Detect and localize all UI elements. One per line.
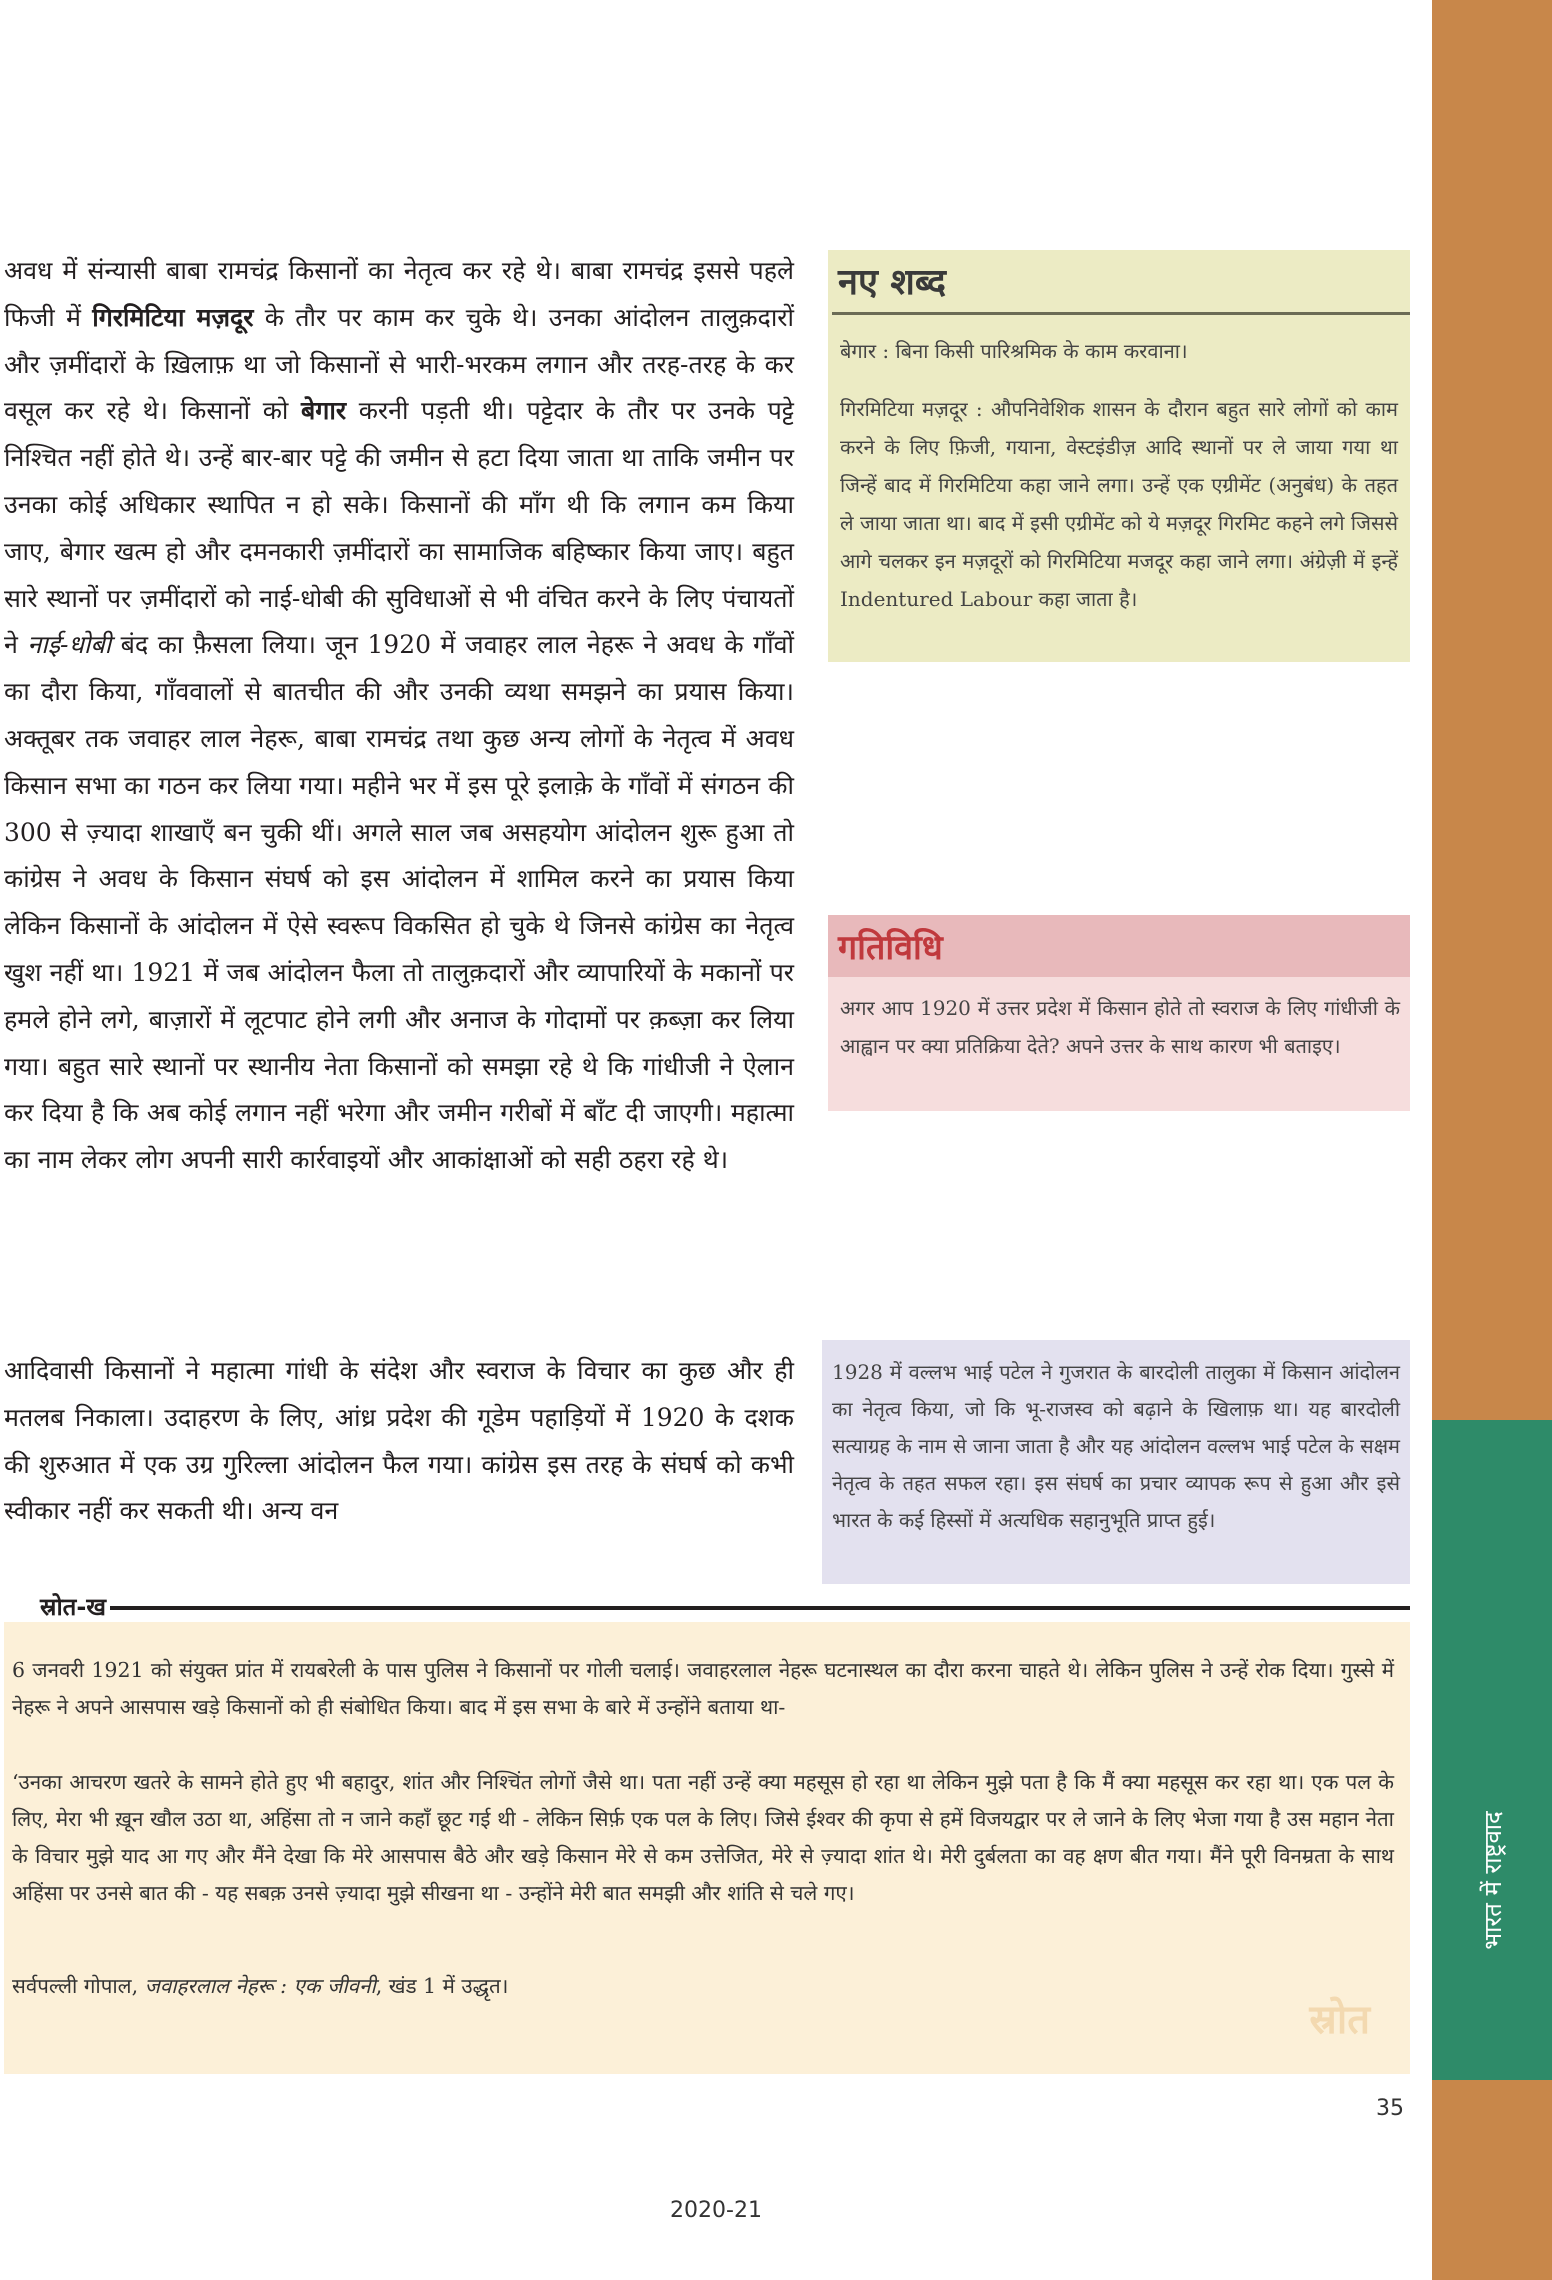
paragraph-text: आदिवासी किसानों ने महात्मा गांधी के संदेश और स्वराज के विचार का कुछ और ही मतलब निकाला। उदाहरण के लिए, आंध्र प्रदेश की गूडेम पहाड़ियों में 1920 के दशक की शुरुआत में एक उग्र गुरिल्ला आंदोलन फैल गया। कांग्रेस इस तरह के संघर्ष को कभी स्वीकार नहीं कर सकती थी। अन्य वन bbox=[4, 1356, 794, 1526]
source-rule bbox=[110, 1606, 1410, 1610]
paragraph-text: करनी पड़ती थी। पट्टेदार के तौर पर उनके पट्टे निश्चित नहीं होते थे। उन्हें बार-बार पट्टे की जमीन से हटा दिया जाता था ताकि जमीन पर उनका कोई अधिकार स्थापित न हो सके। किसानों की माँग थी कि लगान कम किया जाए, बेगार खत्म हो और दमनकारी ज़मींदारों का सामाजिक बहिष्कार किया जाए। बहुत सारे स्थानों पर ज़मींदारों को नाई-धोबी की सुविधाओं से भी वंचित करने के लिए पंचायतों ने bbox=[4, 396, 794, 660]
new-word-entry: बेगार : बिना किसी पारिश्रमिक के काम करवाना। bbox=[840, 339, 1188, 363]
new-words-divider bbox=[832, 312, 1410, 315]
activity-box bbox=[828, 915, 1410, 1111]
paragraph-text: के तौर पर काम कर चुके थे। उनका आंदोलन तालुक़दारों और ज़मींदारों के ख़िलाफ़ था जो किसानों से भारी-भरकम लगान और तरह-तरह के कर वसूल कर रहे थे। किसानों को bbox=[4, 302, 794, 426]
source-stamp: स्रोत bbox=[1309, 1997, 1370, 2043]
page-number: 35 bbox=[1376, 2096, 1404, 2121]
new-words-title: नए शब्द bbox=[838, 262, 947, 303]
source-intro: 6 जनवरी 1921 को संयुक्त प्रांत में रायबरेली के पास पुलिस ने किसानों पर गोली चलाई। जवाहरलाल नेहरू घटनास्थल का दौरा करना चाहते थे। लेकिन पुलिस ने उन्हें रोक दिया। गुस्से में नेहरू ने अपने आसपास खड़े किसानों को ही संबोधित किया। बाद में इस सभा के बारे में उन्होंने बताया था- bbox=[12, 1658, 1394, 1719]
key-term: बेगार bbox=[301, 396, 347, 426]
body-paragraph bbox=[4, 1348, 794, 1535]
paragraph-text: अवध में संन्यासी बाबा रामचंद्र किसानों का नेतृत्व कर रहे थे। बाबा रामचंद्र इससे पहले फिजी में bbox=[4, 256, 794, 332]
margin-strip-bottom bbox=[1432, 2080, 1552, 2280]
activity-title: गतिविधि bbox=[838, 928, 943, 968]
citation-title: जवाहरलाल नेहरू : एक जीवनी bbox=[144, 1974, 376, 1998]
side-note-text: 1928 में वल्लभ भाई पटेल ने गुजरात के बारदोली तालुका में किसान आंदोलन का नेतृत्व किया, जो कि भू-राजस्व को बढ़ाने के खिलाफ़ था। यह बारदोली सत्याग्रह के नाम से जाना जाता है और यह आंदोलन वल्लभ भाई पटेल के सक्षम नेतृत्व के तहत सफल रहा। इस संघर्ष का प्रचार व्यापक रूप से हुआ और इसे भारत के कई हिस्सों में अत्यधिक सहानुभूति प्राप्त हुई। bbox=[832, 1360, 1400, 1532]
edition-year: 2020-21 bbox=[670, 2198, 762, 2223]
activity-header bbox=[828, 915, 1410, 977]
chapter-side-tab bbox=[1432, 1700, 1552, 2060]
side-note-box bbox=[822, 1340, 1410, 1584]
citation-rest: , खंड 1 में उद्धृत। bbox=[375, 1974, 509, 1998]
citation-author: सर्वपल्ली गोपाल, bbox=[12, 1974, 145, 1998]
source-citation bbox=[12, 1968, 1394, 2005]
body-paragraph bbox=[4, 248, 794, 1184]
source-label: स्रोत-ख bbox=[40, 1593, 106, 1621]
paragraph-text: बंद का फ़ैसला लिया। जून 1920 में जवाहर लाल नेहरू ने अवध के गाँवों का दौरा किया, गाँववालों से बातचीत की और उनकी व्यथा समझने का प्रयास किया। अक्तूबर तक जवाहर लाल नेहरू, बाबा रामचंद्र तथा कुछ अन्य लोगों के नेतृत्व में अवध किसान सभा का गठन कर लिया गया। महीने भर में इस पूरे इलाक़े के गाँवों में संगठन की 300 से ज़्यादा शाखाएँ बन चुकी थीं। अगले साल जब असहयोग आंदोलन शुरू हुआ तो कांग्रेस ने अवध के किसान संघर्ष को इस आंदोलन में शामिल करने का प्रयास किया लेकिन किसानों के आंदोलन में ऐसे स्वरूप विकसित हो चुके थे जिनसे कांग्रेस का नेतृत्व खुश नहीं था। 1921 में जब आंदोलन फैला तो तालुक़दारों और व्यापारियों के मकानों पर हमले होने लगे, बाज़ारों में लूटपाट होने लगी और अनाज के गोदामों पर क़ब्ज़ा कर लिया गया। बहुत सारे स्थानों पर स्थानीय नेता किसानों को समझा रहे थे कि गांधीजी ने ऐलान कर दिया है कि अब कोई लगान नहीं भरेगा और जमीन गरीबों में बाँट दी जाएगी। महात्मा का नाम लेकर लोग अपनी सारी कार्रवाइयों और आकांक्षाओं को सही ठहरा रहे थे। bbox=[4, 630, 794, 1175]
chapter-side-tab-label: भारत में राष्ट्रवाद bbox=[1478, 1810, 1507, 1950]
new-words-box bbox=[828, 250, 1410, 662]
source-box bbox=[4, 1622, 1410, 2074]
margin-strip-top bbox=[1432, 0, 1552, 1420]
activity-question: अगर आप 1920 में उत्तर प्रदेश में किसान होते तो स्वराज के लिए गांधीजी के आह्वान पर क्या प्रतिक्रिया देते? अपने उत्तर के साथ कारण भी बताइए। bbox=[840, 996, 1400, 1058]
emphasis-text: नाई-धोबी bbox=[27, 630, 112, 660]
source-quote: ‘उनका आचरण खतरे के सामने होते हुए भी बहादुर, शांत और निश्चिंत लोगों जैसे था। पता नहीं उन्हें क्या महसूस हो रहा था लेकिन मुझे पता है कि मैं क्या महसूस कर रहा था। एक पल के लिए, मेरा भी ख़ून खौल उठा था, अहिंसा तो न जाने कहाँ छूट गई थी - लेकिन सिर्फ़ एक पल के लिए। जिसे ईश्वर की कृपा से हमें विजयद्वार पर ले जाने के लिए भेजा गया है उस महान नेता के विचार मुझे याद आ गए और मैंने देखा कि मेरे आसपास बैठे और खड़े किसान मेरे से कम उत्तेजित, मेरे से ज़्यादा शांत थे। मेरी दुर्बलता का वह क्षण बीत गया। मैंने पूरी विनम्रता के साथ अहिंसा पर उनसे बात की - यह सबक़ उनसे ज़्यादा मुझे सीखना था - उन्होंने मेरी बात समझी और शांति से चले गए। bbox=[12, 1770, 1394, 1905]
key-term: गिरमिटिया मज़दूर bbox=[92, 302, 254, 332]
new-word-entry: गिरमिटिया मज़दूर : औपनिवेशिक शासन के दौरान बहुत सारे लोगों को काम करने के लिए फ़िजी, गयाना, वेस्टइंडीज़ आदि स्थानों पर ले जाया गया था जिन्हें बाद में गिरमिटिया कहा जाने लगा। उन्हें एक एग्रीमेंट (अनुबंध) के तहत ले जाया जाता था। बाद में इसी एग्रीमेंट को ये मज़दूर गिरमिट कहने लगे जिससे आगे चलकर इन मज़दूरों को गिरमिटिया मजदूर कहा जाने लगा। अंग्रेज़ी में इन्हें Indentured Labour कहा जाता है। bbox=[840, 397, 1398, 611]
